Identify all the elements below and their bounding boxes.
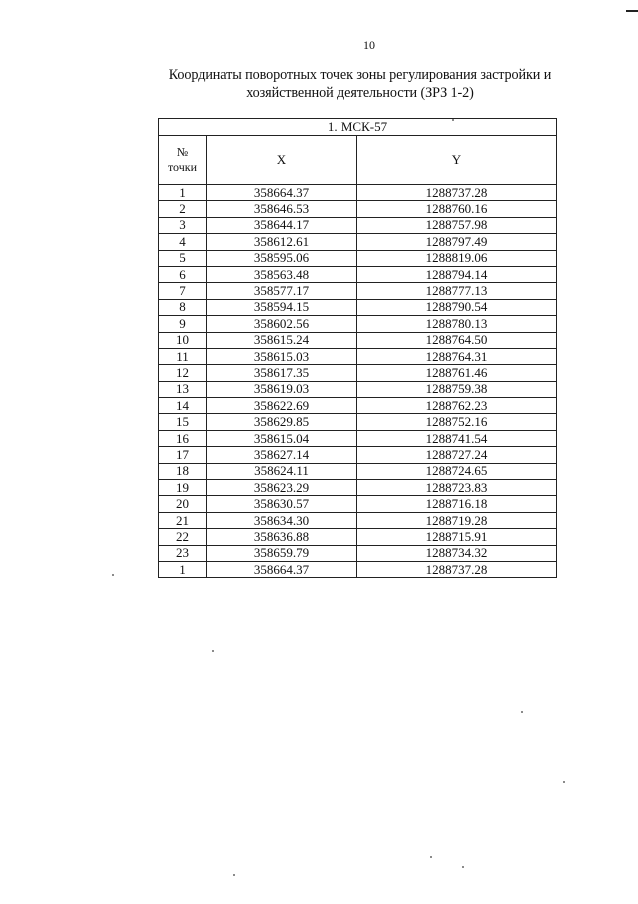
scan-speck	[233, 874, 235, 876]
table-row	[159, 266, 557, 282]
y-cell: 1288764.50	[357, 332, 557, 348]
x-cell: 358659.79	[207, 545, 357, 561]
x-cell: 358664.37	[207, 185, 357, 201]
y-cell: 1288737.28	[357, 185, 557, 201]
table-row	[159, 463, 557, 479]
x-cell: 358594.15	[207, 299, 357, 315]
x-cell: 358634.30	[207, 512, 357, 528]
x-cell: 358563.48	[207, 266, 357, 282]
y-cell: 1288715.91	[357, 529, 557, 545]
edge-mark	[626, 10, 638, 12]
y-cell: 1288723.83	[357, 480, 557, 496]
table-row	[159, 185, 557, 201]
table-row	[159, 348, 557, 364]
table-row	[159, 447, 557, 463]
point-number-cell: 21	[159, 512, 207, 528]
table-row	[159, 561, 557, 577]
y-cell: 1288760.16	[357, 201, 557, 217]
point-number-cell: 6	[159, 266, 207, 282]
point-number-cell: 20	[159, 496, 207, 512]
y-cell: 1288734.32	[357, 545, 557, 561]
point-number-cell: 18	[159, 463, 207, 479]
y-cell: 1288780.13	[357, 316, 557, 332]
table-row	[159, 217, 557, 233]
y-cell: 1288797.49	[357, 234, 557, 250]
table-row	[159, 529, 557, 545]
x-header: X	[207, 136, 357, 185]
y-cell: 1288737.28	[357, 561, 557, 577]
point-number-cell: 23	[159, 545, 207, 561]
point-number-cell: 5	[159, 250, 207, 266]
y-cell: 1288757.98	[357, 217, 557, 233]
point-number-cell: 22	[159, 529, 207, 545]
point-number-cell: 12	[159, 365, 207, 381]
point-number-cell: 16	[159, 430, 207, 446]
x-cell: 358623.29	[207, 480, 357, 496]
x-cell: 358629.85	[207, 414, 357, 430]
point-number-cell: 19	[159, 480, 207, 496]
table-row	[159, 283, 557, 299]
table-row	[159, 332, 557, 348]
point-number-cell: 14	[159, 398, 207, 414]
x-cell: 358615.04	[207, 430, 357, 446]
table-row	[159, 250, 557, 266]
coordinates-table	[158, 118, 557, 578]
table-row	[159, 480, 557, 496]
x-cell: 358664.37	[207, 561, 357, 577]
title-line-1: Координаты поворотных точек зоны регулирования застройки и	[168, 67, 552, 83]
point-number-cell: 17	[159, 447, 207, 463]
point-number-cell: 15	[159, 414, 207, 430]
point-number-cell: 2	[159, 201, 207, 217]
point-number-cell: 8	[159, 299, 207, 315]
table-row	[159, 496, 557, 512]
table-row	[159, 512, 557, 528]
scan-speck	[462, 866, 464, 868]
y-cell: 1288794.14	[357, 266, 557, 282]
x-cell: 358612.61	[207, 234, 357, 250]
point-number-cell: 9	[159, 316, 207, 332]
x-cell: 358622.69	[207, 398, 357, 414]
point-number-cell: 13	[159, 381, 207, 397]
table-row	[159, 365, 557, 381]
point-number-cell: 11	[159, 348, 207, 364]
point-number-cell: 1	[159, 561, 207, 577]
x-cell: 358619.03	[207, 381, 357, 397]
point-number-header-line2: точки	[167, 160, 198, 174]
x-cell: 358615.03	[207, 348, 357, 364]
table-row	[159, 201, 557, 217]
scan-speck	[430, 856, 432, 858]
y-cell: 1288761.46	[357, 365, 557, 381]
scan-speck	[521, 711, 523, 713]
point-number-cell: 4	[159, 234, 207, 250]
point-number-header	[159, 136, 207, 185]
table-row	[159, 430, 557, 446]
y-cell: 1288752.16	[357, 414, 557, 430]
x-cell: 358627.14	[207, 447, 357, 463]
y-cell: 1288719.28	[357, 512, 557, 528]
y-cell: 1288759.38	[357, 381, 557, 397]
point-number-cell: 1	[159, 185, 207, 201]
y-cell: 1288762.23	[357, 398, 557, 414]
table-row	[159, 381, 557, 397]
x-cell: 358624.11	[207, 463, 357, 479]
y-header: Y	[357, 136, 557, 185]
table-body	[159, 185, 557, 578]
coordinate-system-header: 1. МСК-57	[159, 119, 557, 136]
x-cell: 358615.24	[207, 332, 357, 348]
scan-speck	[112, 574, 114, 576]
y-cell: 1288819.06	[357, 250, 557, 266]
x-cell: 358595.06	[207, 250, 357, 266]
table-row	[159, 299, 557, 315]
page-number: 10	[363, 38, 375, 52]
x-cell: 358636.88	[207, 529, 357, 545]
point-number-header-line1: №	[176, 145, 189, 159]
table-row	[159, 316, 557, 332]
y-cell: 1288764.31	[357, 348, 557, 364]
x-cell: 358644.17	[207, 217, 357, 233]
y-cell: 1288777.13	[357, 283, 557, 299]
y-cell: 1288741.54	[357, 430, 557, 446]
point-number-cell: 3	[159, 217, 207, 233]
scan-speck	[563, 781, 565, 783]
table-row	[159, 545, 557, 561]
y-cell: 1288716.18	[357, 496, 557, 512]
x-cell: 358646.53	[207, 201, 357, 217]
point-number-cell: 10	[159, 332, 207, 348]
x-cell: 358602.56	[207, 316, 357, 332]
title-line-2: хозяйственной деятельности (ЗРЗ 1-2)	[246, 85, 474, 101]
table-row	[159, 398, 557, 414]
x-cell: 358577.17	[207, 283, 357, 299]
document-title	[140, 66, 580, 102]
scan-speck	[212, 650, 214, 652]
x-cell: 358630.57	[207, 496, 357, 512]
y-cell: 1288727.24	[357, 447, 557, 463]
scan-speck	[452, 119, 454, 121]
table-row	[159, 234, 557, 250]
y-cell: 1288790.54	[357, 299, 557, 315]
table-row	[159, 414, 557, 430]
y-cell: 1288724.65	[357, 463, 557, 479]
x-cell: 358617.35	[207, 365, 357, 381]
point-number-cell: 7	[159, 283, 207, 299]
